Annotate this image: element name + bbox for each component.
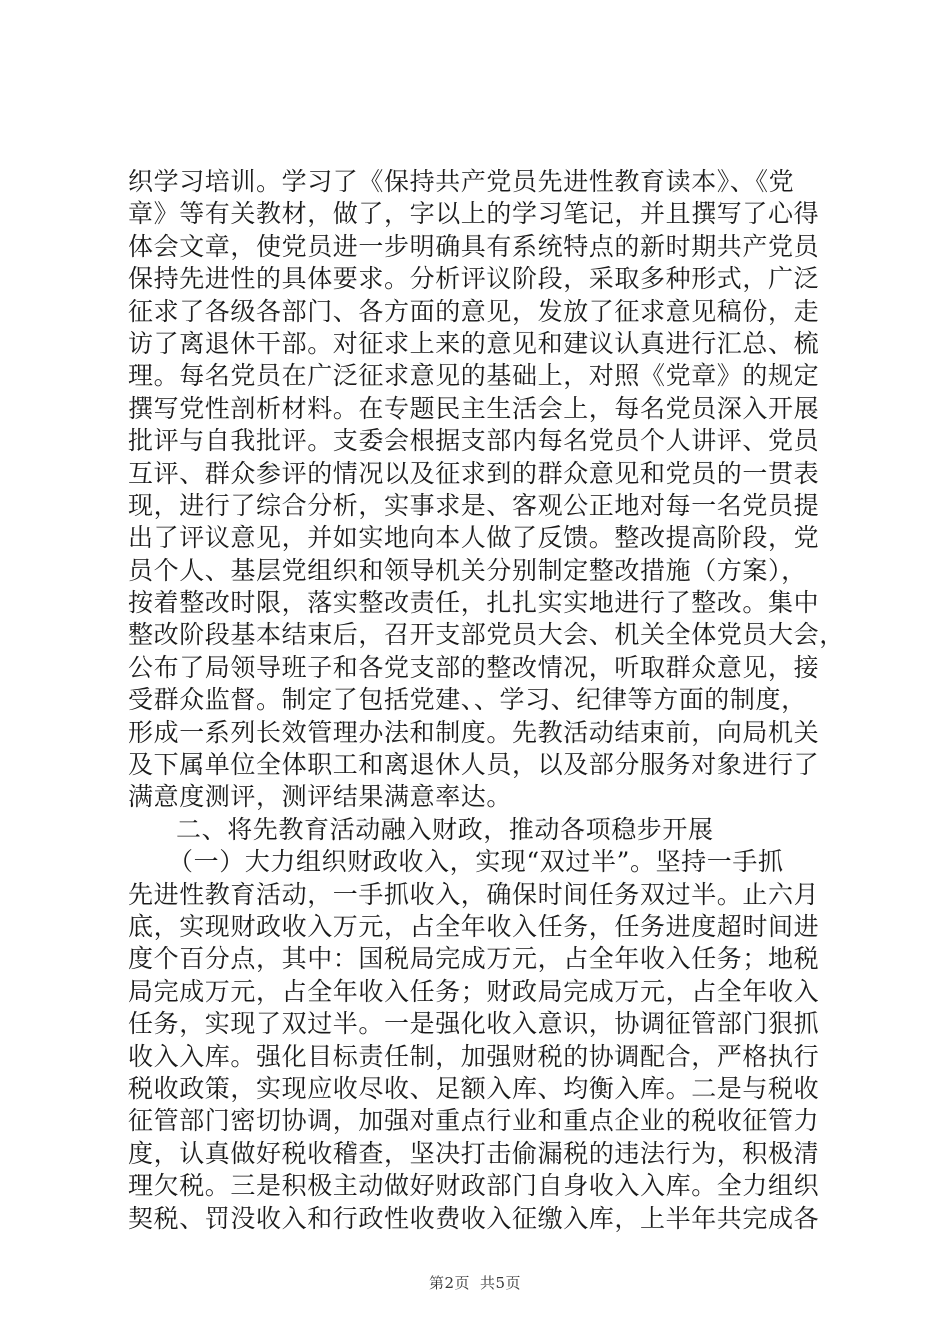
body-text bbox=[128, 166, 848, 1235]
text-line: 出了评议意见，并如实地向本人做了反馈。整改提高阶段，党 bbox=[128, 523, 820, 553]
text-line: 底，实现财政收入万元，占全年收入任务，任务进度超时间进 bbox=[128, 911, 820, 941]
text-line: 收入入库。强化目标责任制，加强财税的协调配合，严格执行 bbox=[128, 1041, 820, 1071]
text-line: 形成一系列长效管理办法和制度。先教活动结束前，向局机关 bbox=[128, 717, 820, 747]
text-line: 度个百分点，其中：国税局完成万元，占全年收入任务；地税 bbox=[128, 944, 820, 974]
text-line: 征管部门密切协调，加强对重点行业和重点企业的税收征管力 bbox=[128, 1106, 820, 1136]
text-line: 任务，实现了双过半。一是强化收入意识，协调征管部门狠抓 bbox=[128, 1009, 820, 1039]
page-number: 第2页 bbox=[428, 1274, 470, 1292]
page-footer bbox=[0, 1272, 950, 1293]
text-line: 整改阶段基本结束后，召开支部党员大会、机关全体党员大会， bbox=[128, 620, 845, 650]
subsection-heading: （一）大力组织财政收入，实现“双过半”。坚持一手抓 bbox=[168, 847, 784, 877]
text-line: 理。每名党员在广泛征求意见的基础上，对照《党章》的规定 bbox=[128, 361, 820, 391]
text-line: 理欠税。三是积极主动做好财政部门自身收入入库。全力组织 bbox=[128, 1171, 820, 1201]
text-line: 征求了各级各部门、各方面的意见，发放了征求意见稿份，走 bbox=[128, 296, 820, 326]
text-line: 及下属单位全体职工和离退休人员，以及部分服务对象进行了 bbox=[128, 750, 820, 780]
text-line: 局完成万元，占全年收入任务；财政局完成万元，占全年收入 bbox=[128, 976, 820, 1006]
text-line: 织学习培训。学习了《保持共产党员先进性教育读本》、《党 bbox=[128, 167, 795, 196]
text-line: 契税、罚没收入和行政性收费收入征缴入库，上半年共完成各 bbox=[128, 1203, 820, 1233]
text-line: 现，进行了综合分析，实事求是、客观公正地对每一名党员提 bbox=[128, 490, 820, 520]
text-line: 度，认真做好税收稽查，坚决打击偷漏税的违法行为，积极清 bbox=[128, 1138, 820, 1168]
page-total: 共5页 bbox=[480, 1274, 522, 1292]
text-line: 按着整改时限，落实整改责任，扎扎实实地进行了整改。集中 bbox=[128, 588, 820, 618]
text-line: 受群众监督。制定了包括党建、、学习、纪律等方面的制度， bbox=[128, 685, 807, 715]
section-heading: 二、将先教育活动融入财政，推动各项稳步开展 bbox=[176, 814, 714, 844]
text-line: 保持先进性的具体要求。分析评议阶段，采取多种形式，广泛 bbox=[128, 264, 820, 294]
text-line: 体会文章，使党员进一步明确具有系统特点的新时期共产党员 bbox=[128, 231, 820, 261]
text-line: 满意度测评，测评结果满意率达。 bbox=[128, 782, 513, 812]
text-line: 员个人、基层党组织和领导机关分别制定整改措施（方案）， bbox=[128, 555, 807, 585]
text-line: 批评与自我批评。支委会根据支部内每名党员个人讲评、党员 bbox=[128, 426, 820, 456]
text-line: 互评、群众参评的情况以及征求到的群众意见和党员的一贯表 bbox=[128, 458, 820, 488]
text-line: 先进性教育活动，一手抓收入，确保时间任务双过半。止六月 bbox=[128, 879, 820, 909]
text-line: 税收政策，实现应收尽收、足额入库、均衡入库。二是与税收 bbox=[128, 1073, 820, 1103]
text-line: 公布了局领导班子和各党支部的整改情况，听取群众意见，接 bbox=[128, 652, 820, 682]
text-line: 章》等有关教材，做了，字以上的学习笔记，并且撰写了心得 bbox=[128, 199, 820, 229]
text-line: 访了离退休干部。对征求上来的意见和建议认真进行汇总、梳 bbox=[128, 328, 820, 358]
text-line: 撰写党性剖析材料。在专题民主生活会上，每名党员深入开展 bbox=[128, 393, 820, 423]
